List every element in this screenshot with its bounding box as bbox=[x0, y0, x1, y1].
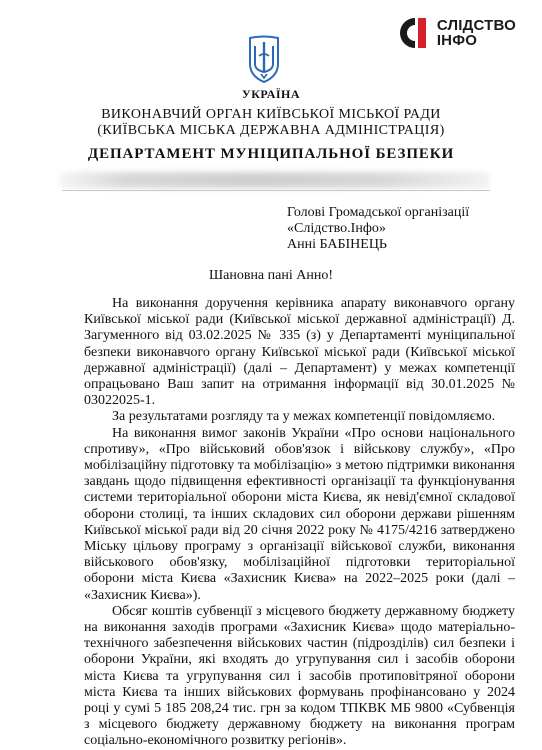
country-name: УКРАЇНА bbox=[241, 87, 301, 101]
greeting: Шановна пані Анно! bbox=[209, 268, 333, 283]
organization-name: ВИКОНАВЧИЙ ОРГАН КИЇВСЬКОЇ МІСЬКОЇ РАДИ bbox=[101, 107, 441, 122]
header-divider bbox=[62, 190, 490, 191]
logo-mark-icon bbox=[396, 14, 434, 52]
organization-subname: (КИЇВСЬКА МІСЬКА ДЕРЖАВНА АДМІНІСТРАЦІЯ) bbox=[97, 123, 445, 138]
recipient-block bbox=[287, 205, 469, 253]
recipient-line-3: Анні БАБІНЕЦЬ bbox=[287, 237, 387, 252]
logo-line-1: СЛІДСТВО bbox=[436, 17, 516, 34]
paragraph: Обсяг коштів субвенції з місцевого бюджету державному бюджету на виконання заходів програми «Захисник Києва» щодо матеріально-технічного забезпечення військових частин (підрозділів) сил безпеки і оборони України, які входять до угрупування сил і засобів оборони міста Києва та угрупування сил і засобів протиповітряної оборони міста Києва та інших військових формувань профінансовано у 2024 році у сумі 5 185 208,24 тис. грн за кодом ТПКВК МБ 9800 «Субвенція з місцевого бюджету державному бюджету на виконання програм соціально-економічного розвитку регіонів». bbox=[84, 603, 515, 749]
paragraph: На виконання вимог законів України «Про основи національного спротиву», «Про військовий обов'язок і військову службу», «Про мобілізаційну підготовку та мобілізацію» з метою підтримки виконання завдань щодо підвищення ефективності організації та функціонування системи територіальної оборони міста Києва, як невід'ємної складової оборони столиці, та інших складових сил оборони держави рішенням Київської міської ради від 20 січня 2022 року № 4175/4216 затверджено Міську цільову програму з організації військової служби, виконання військового обов'язку, мобілізаційної підготовки територіальної оборони міста Києва «Захисник Києва» на 2022–2025 роки (далі – «Захисник Києва»). bbox=[84, 425, 515, 603]
department-title: ДЕПАРТАМЕНТ МУНІЦИПАЛЬНОЇ БЕЗПЕКИ bbox=[87, 146, 455, 162]
logo-line-2: ІНФО bbox=[436, 32, 478, 49]
paragraph: За результатами розгляду та у межах компетенції повідомляємо. bbox=[112, 409, 496, 425]
redacted-address-line bbox=[60, 172, 490, 188]
logo-text bbox=[437, 18, 516, 48]
slidstvo-info-logo bbox=[396, 14, 516, 52]
letter-body bbox=[84, 296, 515, 750]
recipient-line-2: «Слідство.Інфо» bbox=[287, 221, 386, 236]
paragraph: На виконання доручення керівника апарату виконавчого органу Київської міської ради (Київської міської державної адміністрації) Д. Загуменного від 03.02.2025 № 335 (з) у Департаменті муніципальної безпеки виконавчого органу Київської міської ради (Київської міської державної адміністрації) (далі – Департамент) у межах компетенції опрацьовано Ваш запит на отримання інформації від 30.01.2025 № 03022025-1. bbox=[84, 296, 515, 409]
recipient-line-1: Голові Громадської організації bbox=[287, 205, 470, 220]
trident-emblem-icon bbox=[247, 34, 281, 84]
